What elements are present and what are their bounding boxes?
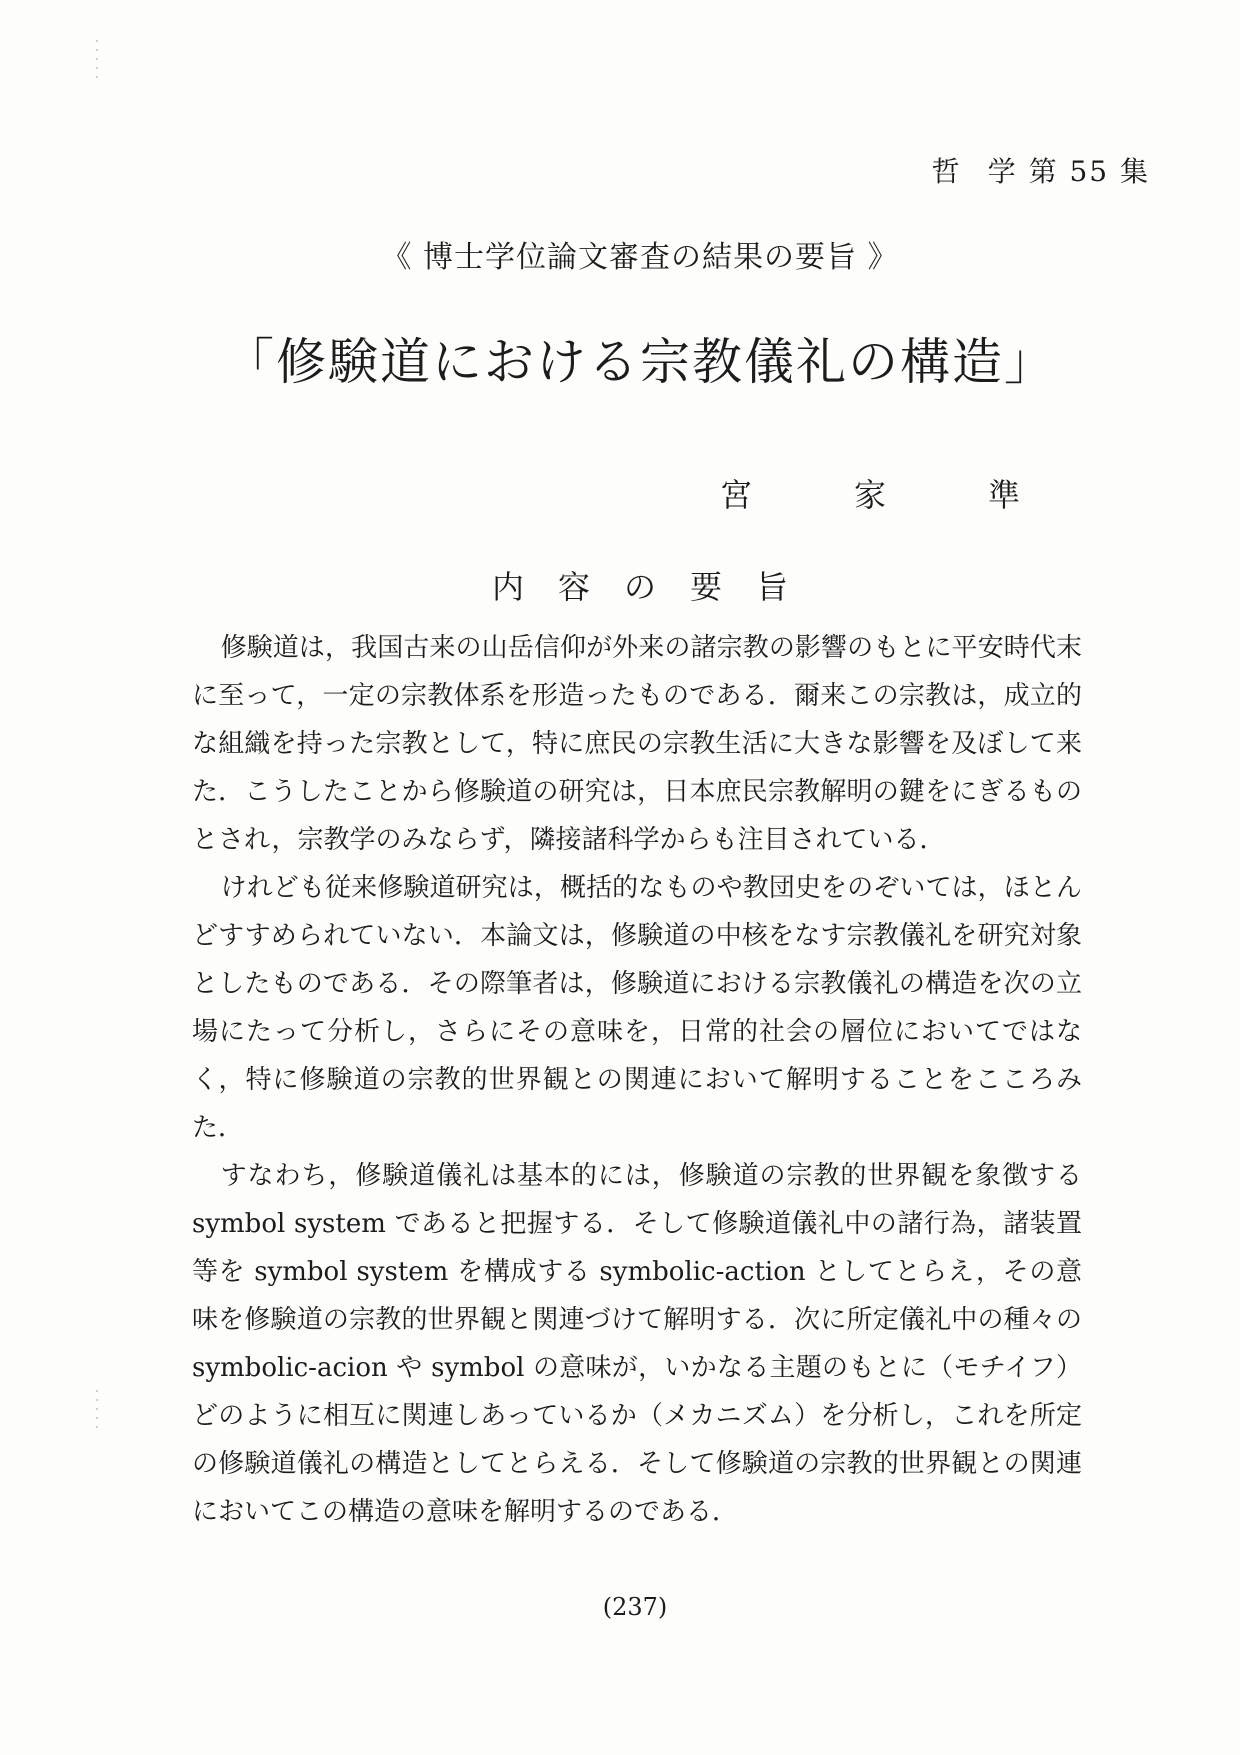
journal-name-char: 学 [987,155,1018,188]
scan-artifact [96,1390,98,1430]
paragraph: 修験道は，我国古来の山岳信仰が外来の諸宗教の影響のもとに平安時代末に至って，一定の宗教体系を形造ったものである．爾来この宗教は，成立的な組織を持った宗教として，特に庶民の宗教生活に大きな影響を及ぼして来た．こうしたことから修験道の研究は，日本庶民宗教解明の鍵をにぎるものとされ，宗教学のみならず，隣接諸科学からも注目されている． [192,633,1082,855]
page-title: 「修験道における宗教儀礼の構造」 [224,333,1056,391]
author-name [720,470,1020,516]
author-char: 家 [853,476,886,514]
heading-char: 旨 [755,568,788,606]
paragraph: けれども従来修験道研究は，概括的なものや教団史をのぞいては，ほとんどすすめられていない．本論文は，修験道の中核をなす宗教儀礼を研究対象としたものである．その際筆者は，修験道における宗教儀礼の構造を次の立場にたって分析し，さらにその意味を，日常的社会の層位においてではなく，特に修験道の宗教的世界観との関連において解明することをこころみた． [192,873,1082,1143]
section-heading [0,562,1240,608]
journal-volume: 第 55 集 [1028,155,1150,188]
section-label: 《 博士学位論文審査の結果の要旨 》 [381,240,899,275]
author-char: 宮 [720,476,753,514]
journal-name-char: 哲 [931,155,962,188]
paragraph: すなわち，修験道儀礼は基本的には，修験道の宗教的世界観を象徴する symbol system であると把握する．そして修験道儀礼中の諸行為，諸装置等を symbol system を構成する symbolic-action としてとらえ，その意味を修験道の宗教的世界観と関連づけて解明する．次に所定儀礼中の種々の symbolic-acion や symbol の意味が，いかなる主題のもとに（モチイフ）どのように相互に関連しあっているか（メカニズム）を分析し，これを所定の修験道儀礼の構造としてとらえる．そして修験道の宗教的世界観との関連においてこの構造の意味を解明するのである． [192,1161,1082,1527]
heading-char: 容 [557,568,590,606]
body-text [192,624,1082,1536]
page-number: (237) [602,1593,668,1621]
heading-char: 要 [689,568,722,606]
journal-header [860,150,1150,190]
scan-artifact [96,40,98,80]
heading-char: の [623,568,656,606]
author-char: 準 [987,476,1020,514]
heading-char: 内 [491,568,524,606]
